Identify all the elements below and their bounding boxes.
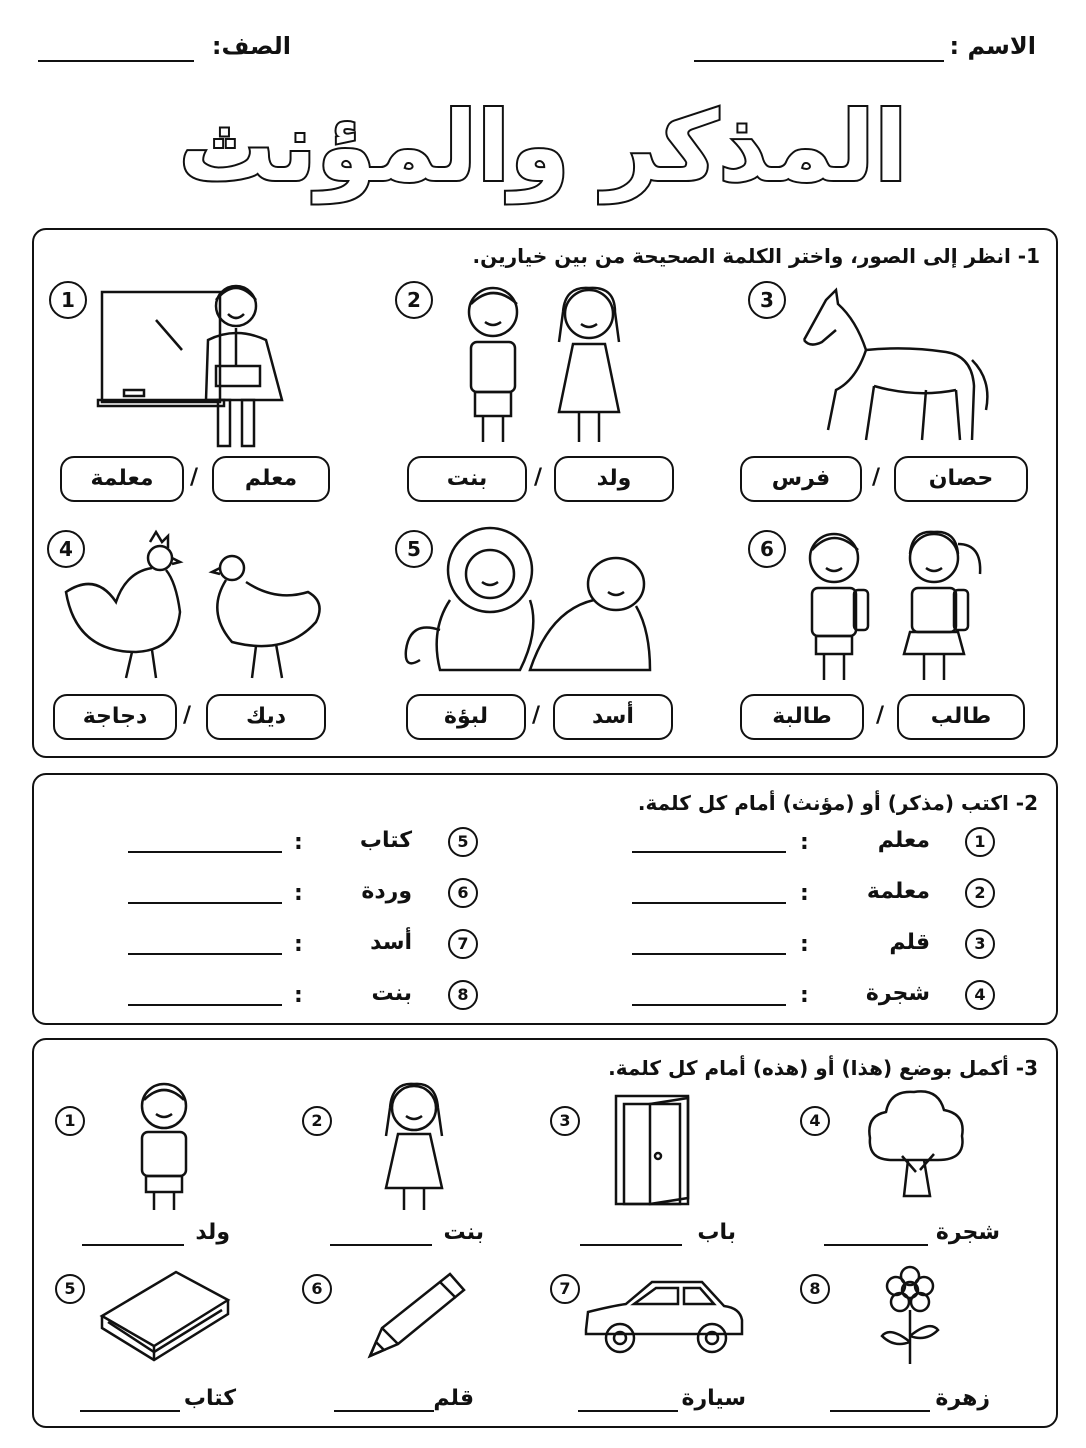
word-label: شجرة [935,1220,1000,1245]
section3-instruction: 3- أكمل بوضع (هذا) أو (هذه) أمام كل كلمة. [608,1056,1038,1080]
colon: : [294,881,303,906]
item-number: 6 [302,1274,332,1304]
horse-icon [796,290,992,450]
item-number: 4 [47,530,85,568]
word-label: معلم [877,828,930,853]
word-label: أسد [370,930,412,955]
word-number: 5 [448,827,478,857]
answer-field[interactable] [128,953,282,955]
class-field[interactable] [38,60,194,62]
pencil-icon [366,1270,468,1360]
colon: : [294,932,303,957]
answer-field[interactable] [632,851,786,853]
option-masculine[interactable]: ولد [554,456,674,502]
word-label: معلمة [866,879,930,904]
answer-field[interactable] [80,1410,180,1412]
option-separator: / [190,465,199,490]
page-title: المذكر والمؤنث [178,91,908,203]
answer-field[interactable] [632,953,786,955]
option-feminine[interactable]: معلمة [60,456,184,502]
name-field[interactable] [694,60,944,62]
option-feminine[interactable]: دجاجة [53,694,177,740]
word-number: 2 [965,878,995,908]
option-masculine[interactable]: طالب [897,694,1025,740]
answer-field[interactable] [580,1244,682,1246]
word-number: 1 [965,827,995,857]
item-number: 3 [550,1106,580,1136]
word-label: قلم [433,1386,474,1411]
answer-field[interactable] [128,1004,282,1006]
colon: : [800,881,809,906]
word-number: 6 [448,878,478,908]
word-label: وردة [361,879,412,904]
word-label: بنت [371,981,412,1006]
option-masculine[interactable]: حصان [894,456,1028,502]
car-icon [582,1276,746,1358]
answer-field[interactable] [334,1410,434,1412]
section1-instruction: 1- انظر إلى الصور، واختر الكلمة الصحيحة من بين خيارين. [472,244,1040,268]
option-separator: / [534,465,543,490]
section2-instruction: 2- اكتب (مذكر) أو (مؤنث) أمام كل كلمة. [637,791,1038,815]
option-feminine[interactable]: لبؤة [406,694,526,740]
flower-icon [876,1266,944,1366]
item-number: 7 [550,1274,580,1304]
option-separator: / [183,703,192,728]
item-number: 5 [55,1274,85,1304]
word-label: كتاب [359,828,412,853]
girl-icon [382,1080,446,1214]
book-icon [96,1266,232,1364]
name-label: الاسم : [949,32,1036,60]
answer-field[interactable] [632,902,786,904]
option-separator: / [876,703,885,728]
word-label: باب [697,1220,736,1245]
word-label: قلم [889,930,930,955]
option-separator: / [872,465,881,490]
word-number: 7 [448,929,478,959]
item-number: 5 [395,530,433,568]
colon: : [800,983,809,1008]
students-icon [796,524,996,684]
colon: : [294,830,303,855]
word-number: 8 [448,980,478,1010]
answer-field[interactable] [128,902,282,904]
option-masculine[interactable]: معلم [212,456,330,502]
item-number: 6 [748,530,786,568]
item-number: 2 [302,1106,332,1136]
boy-girl-icon [455,282,645,450]
word-label: ولد [195,1220,230,1245]
item-number: 2 [395,281,433,319]
item-number: 8 [800,1274,830,1304]
option-masculine[interactable]: أسد [553,694,673,740]
answer-field[interactable] [830,1410,930,1412]
option-masculine[interactable]: ديك [206,694,326,740]
option-separator: / [532,703,541,728]
word-label: كتاب [183,1386,236,1411]
tree-icon [862,1086,970,1202]
word-label: بنت [443,1220,484,1245]
answer-field[interactable] [578,1410,678,1412]
rooster-hen-icon [56,532,332,684]
item-number: 1 [49,281,87,319]
word-number: 3 [965,929,995,959]
word-label: شجرة [865,981,930,1006]
class-label: الصف: [211,32,291,60]
answer-field[interactable] [82,1244,184,1246]
answer-field[interactable] [128,851,282,853]
colon: : [800,932,809,957]
answer-field[interactable] [632,1004,786,1006]
colon: : [800,830,809,855]
answer-field[interactable] [330,1244,432,1246]
option-feminine[interactable]: طالبة [740,694,864,740]
lion-lioness-icon [400,520,665,685]
colon: : [294,983,303,1008]
word-label: سيارة [681,1386,746,1411]
word-number: 4 [965,980,995,1010]
item-number: 3 [748,281,786,319]
word-label: زهرة [935,1386,990,1411]
option-feminine[interactable]: بنت [407,456,527,502]
item-number: 1 [55,1106,85,1136]
teacher-icon [96,270,296,450]
boy-icon [132,1080,196,1214]
option-feminine[interactable]: فرس [740,456,862,502]
item-number: 4 [800,1106,830,1136]
answer-field[interactable] [824,1244,928,1246]
door-icon [610,1094,694,1206]
